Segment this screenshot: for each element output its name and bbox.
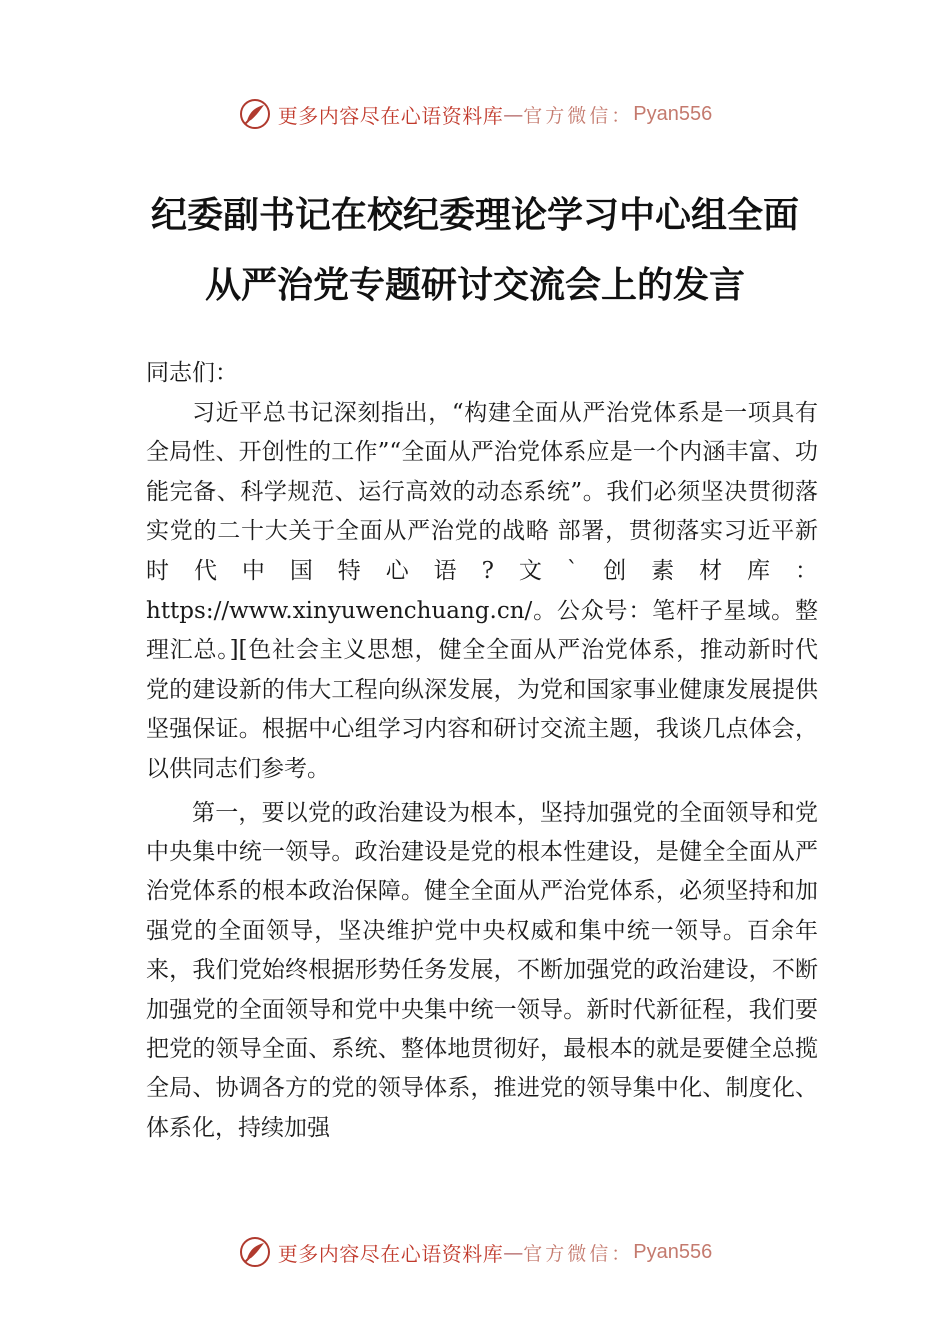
banner-wechat-id: Pyan556 [633,102,713,125]
banner-text: 更多内容尽在心语资料库 [277,1241,504,1266]
document-title [0,180,950,320]
paragraph-2: 第一，要以党的政治建设为根本，坚持加强党的全面领导和党中央集中统一领导。政治建设是党的根本性建设，是健全全面从严治党体系的根本政治保障。健全全面从严治党体系，必须坚持和加强党的全面领导，坚决维护党中央权威和集中统一领导。百余年来，我们党始终根据形势任务发展，不断加强党的政治建设，不断加强党的全面领导和党中央集中统一领导。新时代新征程，我们要把党的领导全面、系统、整体地贯彻好，最根本的就是要健全总揽全局、协调各方的党的领导体系，推进党的领导集中化、制度化、体系化，持续加强 [146,799,818,1141]
banner-text: 更多内容尽在心语资料库 [277,103,504,128]
banner-separator: — [503,102,524,126]
document-body [146,354,818,1148]
banner-label: 官方微信： [523,104,634,127]
banner-wechat-id: Pyan556 [633,1240,713,1263]
logo-icon [238,97,272,131]
paragraph-1: 习近平总书记深刻指出，“构建全面从严治党体系是一项具有全局性、开创性的工作”“全面从严治党体系应是一个内涵丰富、功能完备、科学规范、运行高效的动态系统”。我们必须坚决贯彻落实党的二十大关于全面从严治党的战略 部署，贯彻落实习近平新时代中国特心语?文`创素材库：https://www.xinyuwenchuang.cn/。公众号：笔杆子星域。整理汇总。][色社会主义思想，健全全面从严治党体系，推动新时代党的建设新的伟大工程向纵深发展，为党和国家事业健康发展提供坚强保证。根据中心组学习内容和研讨交流主题，我谈几点体会，以供同志们参考。 [146,399,818,782]
banner-label: 官方微信： [523,1242,634,1265]
footer-watermark-banner [0,1232,950,1272]
title-line-2: 从严治党专题研讨交流会上的发言 [204,264,745,306]
header-watermark-banner [0,94,950,134]
greeting: 同志们： [146,360,238,386]
title-line-1: 纪委副书记在校纪委理论学习中心组全面 [150,194,799,236]
logo-icon [238,1235,272,1269]
banner-separator: — [503,1240,524,1264]
